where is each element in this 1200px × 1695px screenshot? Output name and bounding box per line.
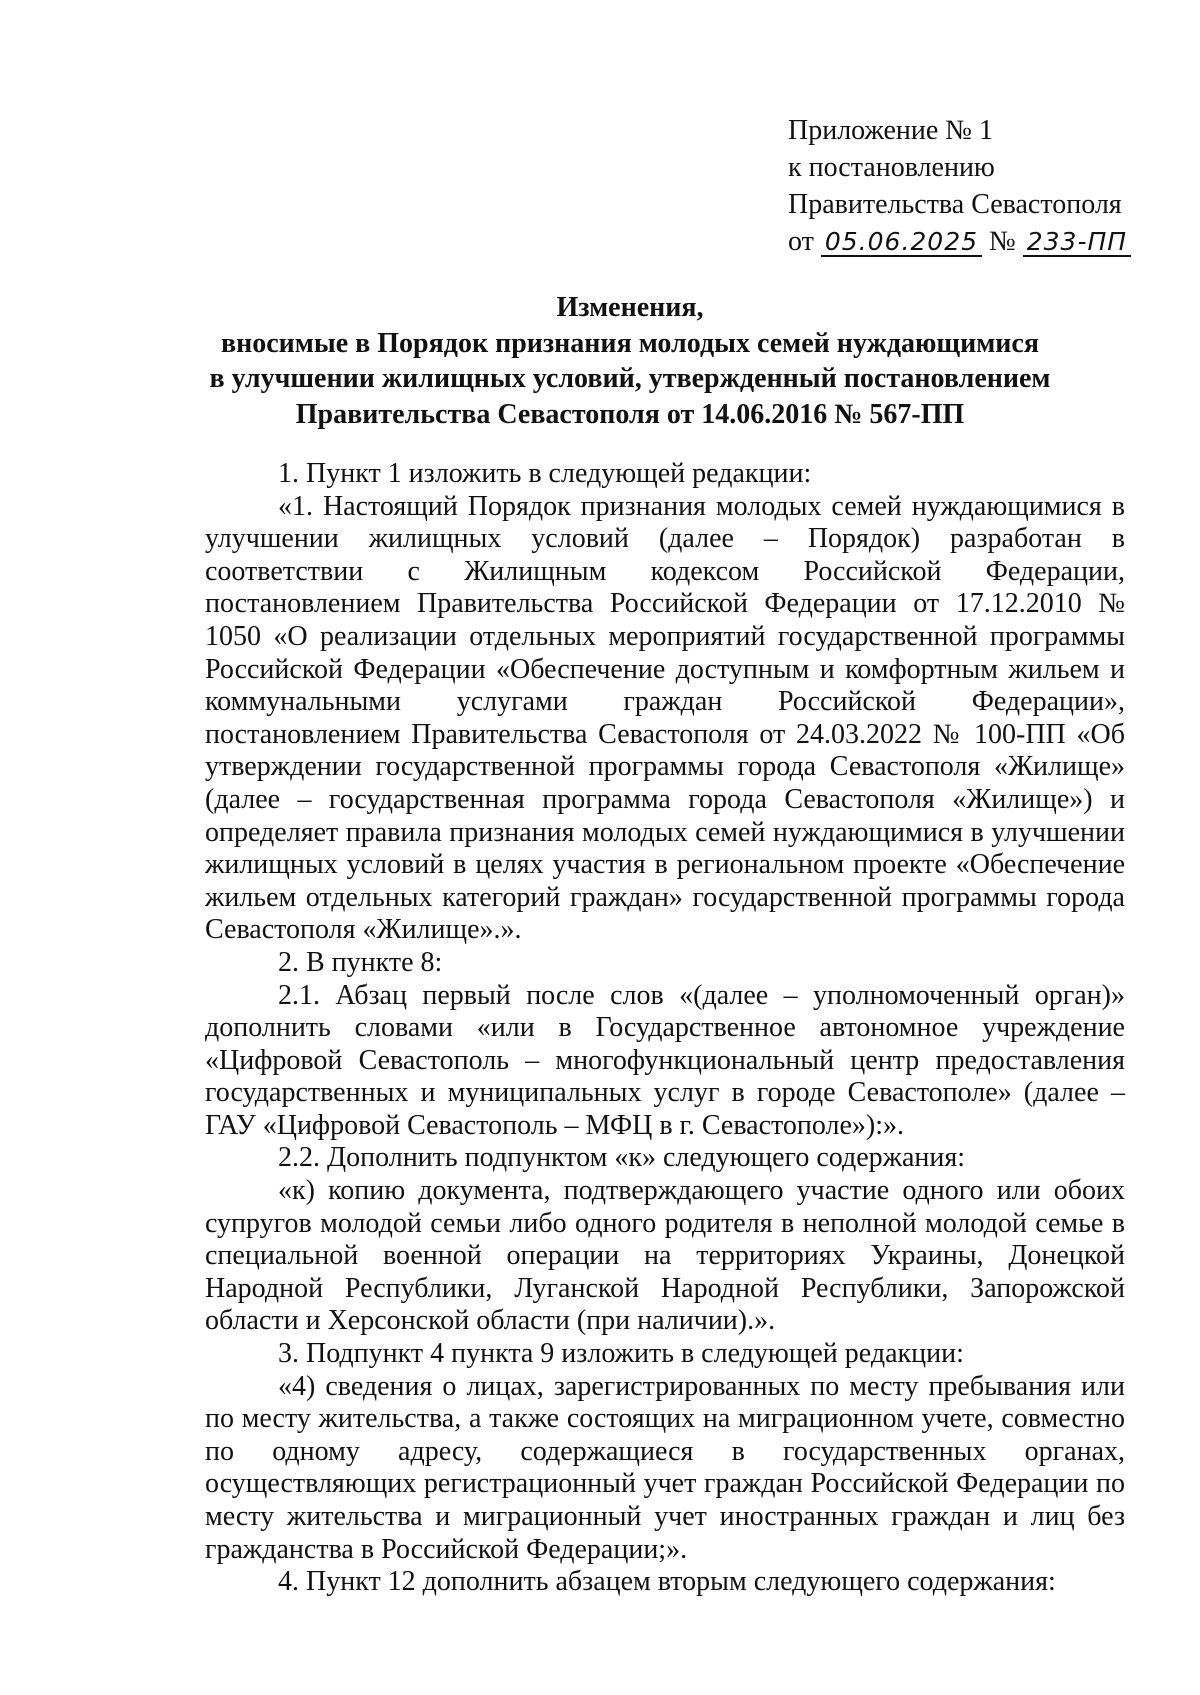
paragraph-7: 3. Подпункт 4 пункта 9 изложить в следующей редакции: [278, 1338, 964, 1370]
paragraph-3: 2. В пункте 8: [278, 946, 443, 978]
document-title [200, 290, 1060, 432]
number-sign: № [989, 226, 1016, 257]
paragraph-6: «к) копию документа, подтверждающего участие одного или обоих супругов молодой семьи либо одного родителя в неполной молодой семье в специальной военной операции на территориях Украины, Донецкой Народной Республики, Луганской Народной Республики, Запорожской области и Херсонской области (при наличии).». [205, 1175, 1125, 1337]
appendix-date-line [788, 223, 1188, 260]
paragraph-9: 4. Пункт 12 дополнить абзацем вторым следующего содержания: [278, 1566, 1056, 1598]
paragraph-2: «1. Настоящий Порядок признания молодых семей нуждающимися в улучшении жилищных условий (далее – Порядок) разработан в соответствии с Жилищным кодексом Российской Федерации, постановлением Правительства Российской Федерации от 17.12.2010 № 1050 «О реализации отдельных мероприятий государственной программы Российской Федерации «Обеспечение доступным и комфортным жильем и коммунальными услугами граждан Российской Федерации», постановлением Правительства Севастополя от 24.03.2022 № 100-ПП «Об утверждении государственной программы города Севастополя «Жилище» (далее – государственная программа города Севастополя «Жилище») и определяет правила признания молодых семей нуждающимися в улучшении жилищных условий в целях участия в региональном проекте «Обеспечение жильем отдельных категорий граждан» государственной программы города Севастополя «Жилище».». [205, 490, 1125, 946]
document-body [205, 458, 1125, 1599]
paragraph-5: 2.2. Дополнить подпунктом «к» следующего содержания: [278, 1142, 966, 1174]
title-line-3: в улучшении жилищных условий, утвержденный постановлением [209, 363, 1051, 394]
appendix-title: Приложение № 1 [788, 115, 993, 146]
appendix-ref: к постановлению [788, 152, 995, 183]
paragraph-4: 2.1. Абзац первый после слов «(далее – уполномоченный орган)» дополнить словами «или в Государственное автономное учреждение «Цифровой Севастополь – многофункциональный центр предоставления государственных и муниципальных услуг в городе Севастополе» (далее – ГАУ «Цифровой Севастополь – МФЦ в г. Севастополе»):». [205, 979, 1125, 1141]
paragraph-8: «4) сведения о лицах, зарегистрированных по месту пребывания или по месту жительства, а также состоящих на миграционном учете, совместно по одному адресу, содержащиеся в государственных органах, осуществляющих регистрационный учет граждан Российской Федерации по месту жительства и миграционный учет иностранных граждан и лиц без гражданства в Российской Федерации;». [205, 1370, 1125, 1565]
title-line-4: Правительства Севастополя от 14.06.2016 № 567-ПП [295, 398, 965, 430]
paragraph-1: 1. Пункт 1 изложить в следующей редакции: [278, 458, 812, 489]
title-line-2: вносимые в Порядок признания молодых семей нуждающимися [220, 327, 1039, 359]
handwritten-date: 05.06.2025 [821, 229, 982, 257]
date-prefix: от [788, 226, 814, 257]
appendix-header [788, 112, 1188, 260]
appendix-authority: Правительства Севастополя [788, 189, 1122, 220]
handwritten-number: 233-ПП [1023, 229, 1131, 257]
title-line-1: Изменения, [556, 292, 704, 323]
